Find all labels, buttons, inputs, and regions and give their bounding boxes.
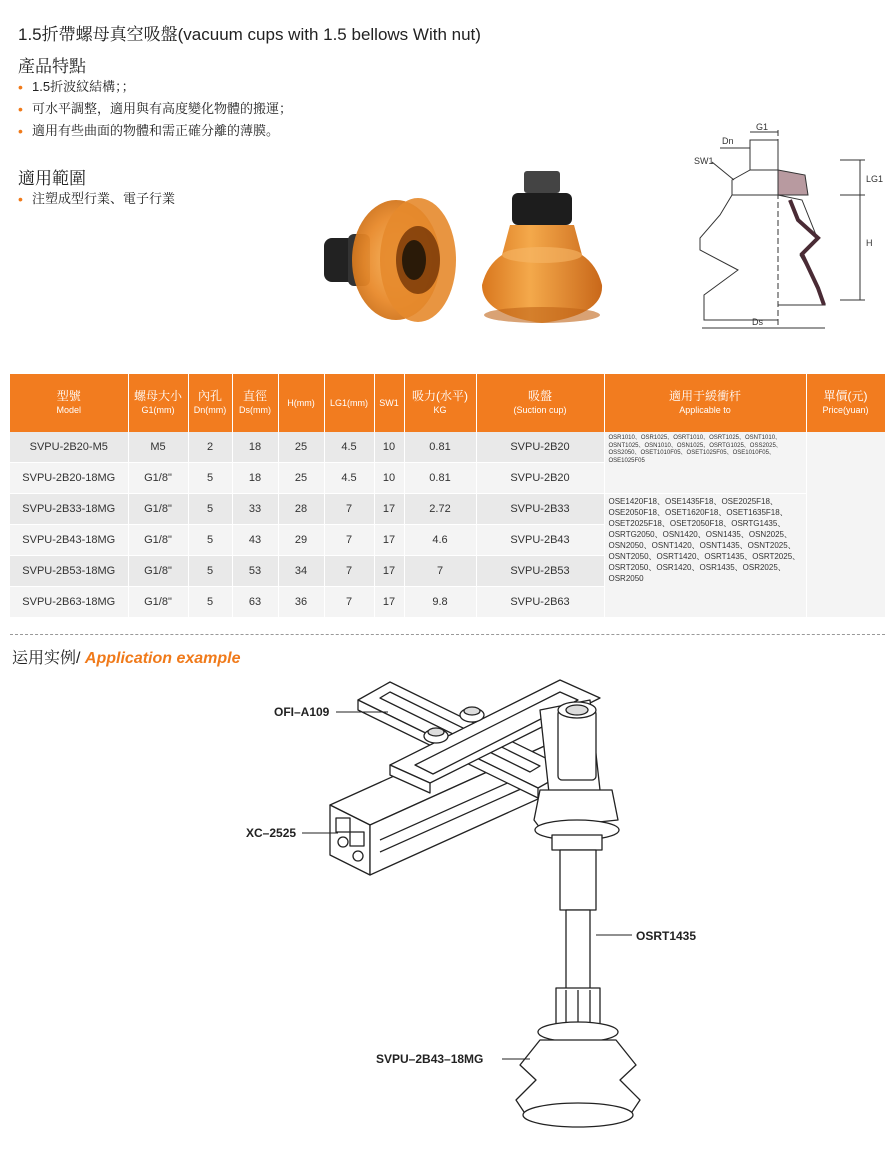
features-title: 產品特點 xyxy=(18,57,86,76)
header-h: H(mm) xyxy=(278,374,324,432)
cell-h: 25 xyxy=(278,463,324,494)
header-ds: 直徑 Ds(mm) xyxy=(232,374,278,432)
cell-g1: G1/8" xyxy=(128,525,188,556)
cell-sw1: 10 xyxy=(374,463,404,494)
cell-cup: SVPU-2B53 xyxy=(476,556,604,587)
header-g1: 螺母大小 G1(mm) xyxy=(128,374,188,432)
cell-ds: 53 xyxy=(232,556,278,587)
header-sw1: SW1 xyxy=(374,374,404,432)
header-price: 單價(元) Price(yuan) xyxy=(806,374,885,432)
cell-dn: 5 xyxy=(188,556,232,587)
drawing-label-g1: G1 xyxy=(756,122,769,132)
application-illustration xyxy=(240,670,660,1140)
drawing-label-sw1: SW1 xyxy=(694,156,714,166)
header-force: 吸力(水平) KG xyxy=(404,374,476,432)
cell-dn: 5 xyxy=(188,587,232,618)
drawing-label-h: H xyxy=(866,238,873,248)
cell-lg1: 7 xyxy=(324,494,374,525)
cell-g1: G1/8" xyxy=(128,587,188,618)
application-item: • 注塑成型行業、電子行業 xyxy=(18,188,318,210)
cell-lg1: 7 xyxy=(324,525,374,556)
callout-rod: OSRT1435 xyxy=(636,929,697,943)
cell-lg1: 7 xyxy=(324,556,374,587)
application-example-title xyxy=(12,645,241,668)
feature-item: • 可水平調整，適用與有高度變化物體的搬運； xyxy=(18,98,438,120)
features-list xyxy=(18,76,438,142)
cell-force: 0.81 xyxy=(404,463,476,494)
cell-sw1: 17 xyxy=(374,556,404,587)
cell-cup: SVPU-2B33 xyxy=(476,494,604,525)
feature-item: • 1.5折波紋結構；； xyxy=(18,76,438,98)
table-row xyxy=(10,494,885,525)
cell-sw1: 17 xyxy=(374,494,404,525)
header-dn: 內孔 Dn(mm) xyxy=(188,374,232,432)
cell-model: SVPU-2B53-18MG xyxy=(10,556,128,587)
applications-list xyxy=(18,188,318,210)
cell-h: 28 xyxy=(278,494,324,525)
cell-ds: 43 xyxy=(232,525,278,556)
callout-cup: SVPU–2B43–18MG xyxy=(376,1052,484,1066)
cell-dn: 5 xyxy=(188,463,232,494)
cell-dn: 5 xyxy=(188,525,232,556)
cell-sw1: 10 xyxy=(374,432,404,463)
cell-cup: SVPU-2B20 xyxy=(476,432,604,463)
cell-applicable: OSR1010、OSR1025、OSRT1010、OSRT1025、OSNT1010、OSNT1025、OSN1010、OSN1025、OSRTG1025、OSS2025、OSS2050、OSET1010F05、OSET1025F05、OSE1010F05、OSE1025F05 xyxy=(604,432,806,494)
cell-force: 7 xyxy=(404,556,476,587)
cell-lg1: 4.5 xyxy=(324,463,374,494)
cell-model: SVPU-2B20-18MG xyxy=(10,463,128,494)
callout-bracket: OFI–A109 xyxy=(274,705,330,719)
cell-g1: G1/8" xyxy=(128,494,188,525)
page-title: 1.5折帶螺母真空吸盤(vacuum cups with 1.5 bellows With nut) xyxy=(18,25,481,44)
cell-ds: 63 xyxy=(232,587,278,618)
cell-sw1: 17 xyxy=(374,587,404,618)
divider xyxy=(10,634,885,635)
header-cup: 吸盤 (Suction cup) xyxy=(476,374,604,432)
cell-cup: SVPU-2B43 xyxy=(476,525,604,556)
cell-model: SVPU-2B20-M5 xyxy=(10,432,128,463)
cell-force: 0.81 xyxy=(404,432,476,463)
product-photo-front xyxy=(472,165,622,335)
drawing-label-ds: Ds xyxy=(752,317,763,327)
header-applicable: 適用于緩衝杆 Applicable to xyxy=(604,374,806,432)
product-photo-side xyxy=(318,190,468,330)
cell-lg1: 4.5 xyxy=(324,432,374,463)
cell-g1: M5 xyxy=(128,432,188,463)
cell-price xyxy=(806,432,885,618)
cell-g1: G1/8" xyxy=(128,463,188,494)
cell-applicable: OSE1420F18、OSE1435F18、OSE2025F18、OSE2050F18、OSET1620F18、OSET1635F18、OSET2025F18、OSET2050F18、OSRTG1435、OSRTG2050、OSN1420、OSN1435、OSN2025、OSN2050、OSNT1420、OSNT1435、OSNT2025、OSNT2050、OSRT1420、OSRT1435、OSRT2025、OSRT2050、OSR1420、OSR1435、OSR2025、OSR2050 xyxy=(604,494,806,618)
cell-cup: SVPU-2B63 xyxy=(476,587,604,618)
drawing-label-lg1: LG1 xyxy=(866,174,884,184)
spec-table xyxy=(10,374,886,618)
header-lg1: LG1(mm) xyxy=(324,374,374,432)
table-header-row xyxy=(10,374,885,432)
feature-item: • 適用有些曲面的物體和需正確分離的薄膜。 xyxy=(18,120,438,142)
cell-h: 34 xyxy=(278,556,324,587)
cell-ds: 18 xyxy=(232,432,278,463)
table-row xyxy=(10,432,885,463)
cell-force: 2.72 xyxy=(404,494,476,525)
cell-g1: G1/8" xyxy=(128,556,188,587)
cell-dn: 5 xyxy=(188,494,232,525)
cell-model: SVPU-2B63-18MG xyxy=(10,587,128,618)
header-model: 型號 Model xyxy=(10,374,128,432)
technical-drawing xyxy=(690,120,890,335)
cell-h: 25 xyxy=(278,432,324,463)
cell-ds: 33 xyxy=(232,494,278,525)
callout-profile: XC–2525 xyxy=(246,826,297,840)
cell-h: 29 xyxy=(278,525,324,556)
cell-force: 4.6 xyxy=(404,525,476,556)
cell-ds: 18 xyxy=(232,463,278,494)
drawing-label-dn: Dn xyxy=(722,136,734,146)
cell-force: 9.8 xyxy=(404,587,476,618)
cell-lg1: 7 xyxy=(324,587,374,618)
cell-model: SVPU-2B33-18MG xyxy=(10,494,128,525)
cell-dn: 2 xyxy=(188,432,232,463)
cell-model: SVPU-2B43-18MG xyxy=(10,525,128,556)
cell-h: 36 xyxy=(278,587,324,618)
cell-cup: SVPU-2B20 xyxy=(476,463,604,494)
application-title-zh: 运用实例 xyxy=(12,650,77,667)
applications-title: 適用範圍 xyxy=(18,169,86,188)
application-title-sep: / xyxy=(76,650,81,667)
cell-sw1: 17 xyxy=(374,525,404,556)
application-title-en: Application example xyxy=(84,650,241,667)
